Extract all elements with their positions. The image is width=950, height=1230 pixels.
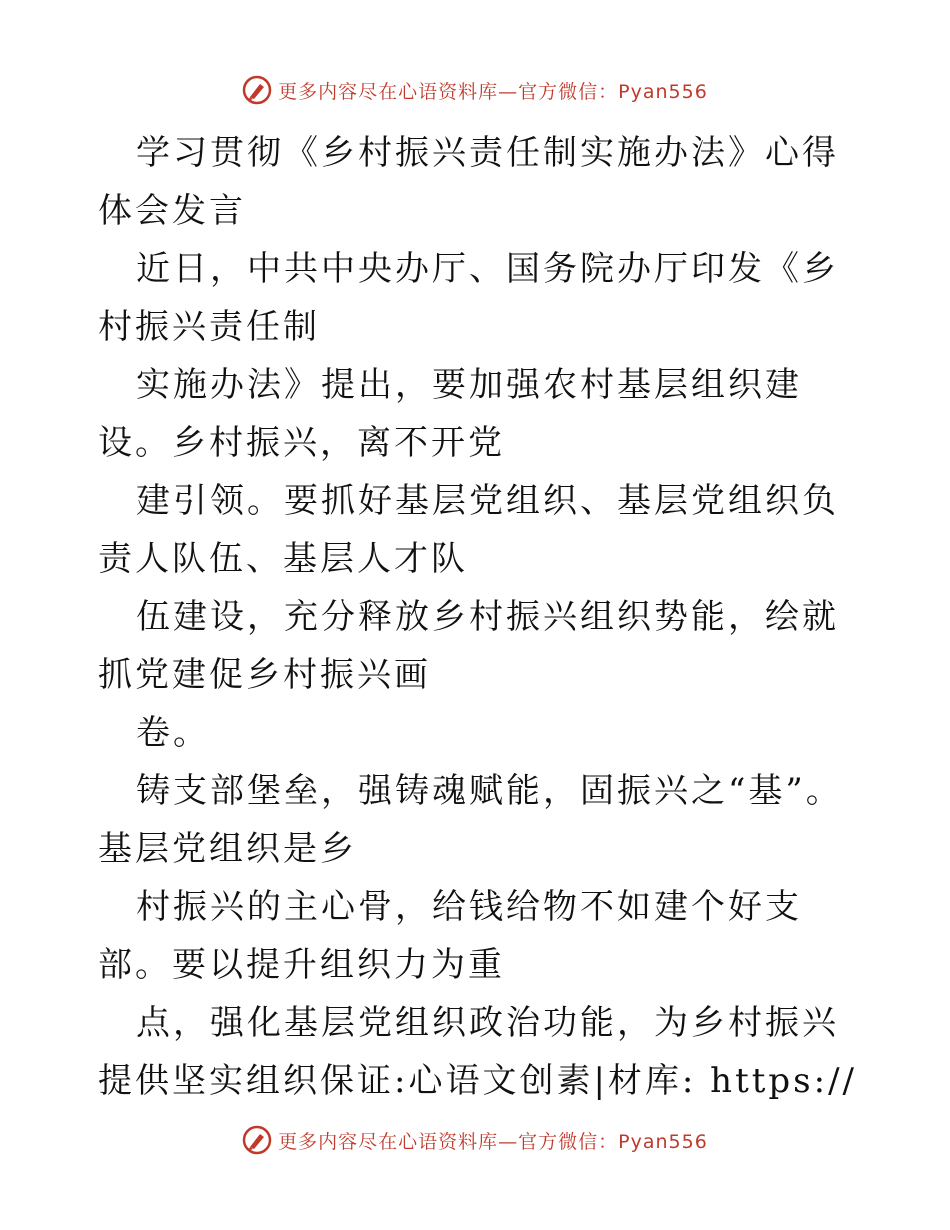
paragraph: 铸支部堡垒，强铸魂赋能，固振兴之“基”。基层党组织是乡 [98,771,843,869]
footer-banner-text [278,1127,708,1154]
wechat-id: Pyan556 [618,80,708,103]
paragraph: 建引领。要抓好基层党组织、基层党组织负责人队伍、基层人才队 [98,481,839,579]
header-banner-text [278,77,708,104]
banner-label: 更多内容尽在心语资料库—官方微信： [278,1130,619,1153]
wechat-id: Pyan556 [618,1130,708,1153]
paragraph: 伍建设，充分释放乡村振兴组织势能，绘就抓党建促乡村振兴画 [98,597,839,695]
document-body [98,124,858,1110]
pen-logo-icon [242,1125,272,1155]
pen-logo-icon [242,75,272,105]
footer-banner [0,1120,950,1160]
paragraph: 近日，中共中央办厅、国务院办厅印发《乡村振兴责任制 [98,249,839,347]
header-banner [0,70,950,110]
paragraph-title: 学习贯彻《乡村振兴责任制实施办法》心得体会发言 [98,133,839,231]
banner-label: 更多内容尽在心语资料库—官方微信： [278,80,619,103]
paragraph: 村振兴的主心骨，给钱给物不如建个好支部。要以提升组织力为重 [98,887,802,985]
paragraph: 卷。 [136,713,210,753]
paragraph: 实施办法》提出，要加强农村基层组织建设。乡村振兴，离不开党 [98,365,802,463]
paragraph: 点，强化基层党组织政治功能，为乡村振兴提供坚实组织保证:心语文创素|材库: https:// [98,1003,857,1101]
